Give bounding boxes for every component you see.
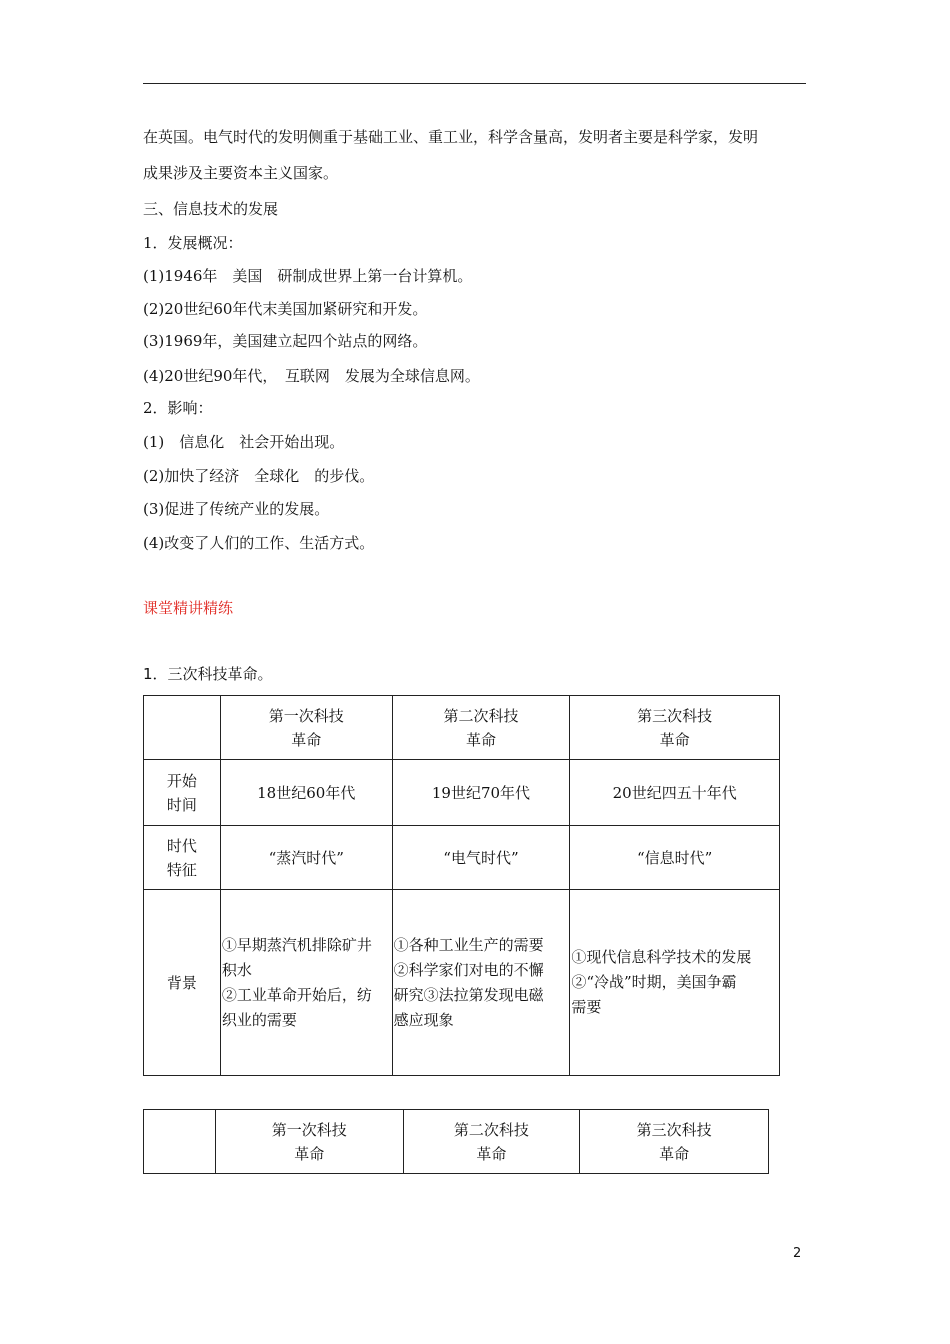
- table-header-cell: [570, 696, 780, 760]
- header-label: 第一次科技 革命: [271, 1120, 347, 1163]
- list-item: (4)20世纪90年代， 互联网 发展为全球信息网。: [143, 367, 480, 385]
- table-header-cell: [403, 1110, 580, 1174]
- table-header-cell: [215, 1110, 403, 1174]
- table-cell: “蒸汽时代”: [220, 826, 392, 890]
- section-heading: 课堂精讲精练: [143, 599, 234, 617]
- table-header-row: [144, 696, 780, 760]
- row-label: 背景: [144, 890, 221, 1076]
- list-item: (3)1969年，美国建立起四个站点的网络。: [143, 332, 428, 350]
- revolution-table-2: [143, 1109, 769, 1174]
- header-label: 第一次科技 革命: [268, 706, 344, 749]
- paragraph-1: 在英国。电气时代的发明侧重于基础工业、重工业，科学含量高，发明者主要是科学家，发明: [143, 128, 759, 146]
- table-cell: “电气时代”: [392, 826, 570, 890]
- header-label: 第三次科技 革命: [636, 1120, 712, 1163]
- table-header-cell: [144, 696, 221, 760]
- table-cell: 20世纪四五十年代: [570, 760, 780, 826]
- cell-text: ①各种工业生产的需要 ②科学家们对电的不懈 研究③法拉第发现电磁 感应现象: [393, 935, 544, 1029]
- subheading-overview: 1．发展概况：: [143, 234, 243, 252]
- header-label: 第二次科技 革命: [443, 706, 519, 749]
- table-row: [144, 890, 780, 1076]
- table-row: [144, 760, 780, 826]
- cell-text: ①早期蒸汽机排除矿井 积水 ②工业革命开始后，纺 织业的需要: [221, 935, 372, 1029]
- table-header-cell: [580, 1110, 769, 1174]
- table-cell: 18世纪60年代: [220, 760, 392, 826]
- list-item: (4)改变了人们的工作、生活方式。: [143, 534, 375, 552]
- row-label-text: 时代 特征: [166, 836, 197, 879]
- cell-text: ①现代信息科学技术的发展 ②“冷战”时期，美国争霸 需要: [571, 948, 752, 1016]
- table-cell: [392, 890, 570, 1076]
- row-label: [144, 826, 221, 890]
- table-cell: 19世纪70年代: [392, 760, 570, 826]
- list-item: (3)促进了传统产业的发展。: [143, 500, 330, 518]
- list-item: (1) 信息化 社会开始出现。: [143, 433, 345, 451]
- paragraph-2: 成果涉及主要资本主义国家。: [143, 164, 339, 182]
- table-row: [144, 826, 780, 890]
- list-item: (1)1946年 美国 研制成世界上第一台计算机。: [143, 267, 473, 285]
- revolution-table: [143, 695, 780, 1076]
- table-cell: [570, 890, 780, 1076]
- subheading-impact: 2．影响：: [143, 399, 213, 417]
- section-title-info-tech: 三、信息技术的发展: [143, 200, 279, 218]
- table-header-cell: [144, 1110, 216, 1174]
- page-number: 2: [793, 1246, 802, 1261]
- row-label: [144, 760, 221, 826]
- question-title: 1．三次科技革命。: [143, 665, 273, 683]
- table-cell: “信息时代”: [570, 826, 780, 890]
- header-label: 第二次科技 革命: [453, 1120, 529, 1163]
- row-label-text: 开始 时间: [166, 771, 197, 814]
- header-label: 第三次科技 革命: [637, 706, 713, 749]
- table-header-cell: [392, 696, 570, 760]
- table-header-cell: [220, 696, 392, 760]
- table-cell: [220, 890, 392, 1076]
- header-rule: [143, 83, 806, 84]
- list-item: (2)20世纪60年代末美国加紧研究和开发。: [143, 300, 428, 318]
- table-header-row: [144, 1110, 769, 1174]
- list-item: (2)加快了经济 全球化 的步伐。: [143, 467, 375, 485]
